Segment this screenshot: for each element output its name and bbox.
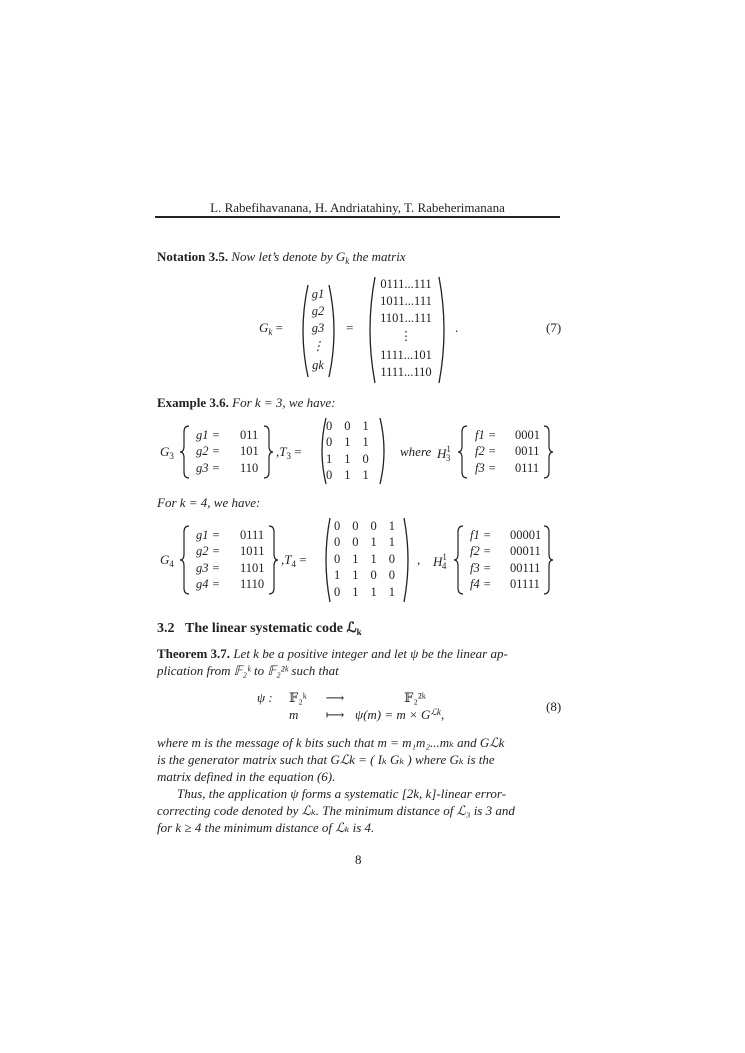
example-paragraph	[157, 394, 335, 411]
eq7-vec-paren-right	[327, 283, 341, 379]
k4-text: For k = 4, we have:	[157, 495, 261, 510]
t4-matrix: 0 0 0 1 0 0 1 1 0 1 1 0 1 1 0 0 0 1 1 1	[334, 518, 395, 599]
notation-label: Notation 3.5.	[157, 249, 229, 264]
matrix-row: 1111...110	[380, 365, 432, 379]
g-entry: gk	[312, 358, 324, 372]
eq7-number: (7)	[546, 320, 562, 335]
h3-name: $H^1_3$	[437, 444, 451, 463]
g-entry: g2	[311, 304, 325, 318]
g-entry: ⋮	[311, 339, 325, 353]
h3-set: f1 = 0001 f2 = 0011 f3 = 0111	[475, 427, 540, 475]
header-rule	[155, 216, 560, 218]
page-number: 8	[355, 852, 362, 867]
g3-name: $G_3$	[160, 444, 174, 461]
example-text: For k = 3, we have:	[232, 395, 336, 410]
running-header: L. Rabefihavanana, H. Andriatahiny, T. Rabeherimanana	[210, 200, 505, 215]
notation-text-end: the matrix	[349, 249, 406, 264]
section-heading: 3.2 The linear systematic code ℒ$_k$	[157, 621, 362, 637]
g4-brace-left	[178, 524, 192, 596]
g4-name: $G_4$	[160, 552, 174, 569]
t4-name: $,T_4$ =	[281, 552, 307, 569]
h4-set: f1 = 00001 f2 = 00011 f3 = 00111 f4 = 01111	[470, 527, 542, 592]
g-entry: g1	[311, 287, 325, 301]
eq7-g-vector	[308, 287, 328, 375]
h4-name: $H^1_4$	[433, 552, 447, 571]
theorem-continuation: where m is the message of k bits such that m = m₁m₂...mₖ and Gℒk is the generator matrix such that Gℒk = ( Iₖ Gₖ ) where Gₖ is the matrix defined in the equation (6). Thus, the application ψ forms a systematic [2k, k]-linear error- correcting code denoted by ℒₖ. The minimum distance of ℒ₃ is 3 and for k ≥ 4 the minimum distance of ℒₖ is 4.	[157, 735, 515, 835]
g3-set: g1 = 011 g2 = 101 g3 = 110	[196, 427, 259, 475]
theorem-paragraph: Theorem 3.7. Let k be a positive integer and let ψ be the linear ap- plication from 𝔽₂ᵏ to 𝔽₂²ᵏ such that	[157, 646, 508, 678]
t4-paren-left	[320, 516, 332, 604]
notation-paragraph	[157, 248, 567, 270]
g4-brace-right	[266, 524, 280, 596]
t3-paren-right	[378, 416, 390, 486]
h3-brace-left	[456, 424, 470, 480]
t3-name: $,T_3$ =	[276, 444, 302, 461]
g-entry: g3	[311, 321, 325, 335]
matrix-row: 1011...111	[380, 294, 432, 308]
eq8-mapping: ψ : 𝔽₂ᵏ ⟶ 𝔽₂²ᵏ m ⟼ ψ(m) = m × G ℒk ,	[257, 690, 445, 722]
notation-text: Now let’s denote by G	[231, 249, 346, 264]
eq7-mat-paren-right	[437, 275, 451, 385]
h4-brace-right	[541, 524, 555, 596]
theorem-label: Theorem 3.7.	[157, 646, 231, 661]
h3-brace-right	[541, 424, 555, 480]
g3-brace-left	[178, 424, 192, 480]
matrix-row: 1101...111	[380, 311, 432, 325]
g4-set: g1 = 0111 g2 = 1011 g3 = 1101 g4 = 1110	[196, 527, 265, 592]
t3-matrix: 0 0 1 0 1 1 1 1 0 0 1 1	[326, 418, 369, 483]
matrix-row: 0111...111	[380, 277, 432, 291]
where-label: where	[400, 444, 432, 459]
eq7-lhs: $G_k$ =	[259, 320, 283, 337]
example-label: Example 3.6.	[157, 395, 229, 410]
t4-paren-right	[402, 516, 414, 604]
eq7-matrix	[374, 277, 438, 382]
matrix-row: ⋮	[399, 329, 413, 343]
g3-brace-right	[261, 424, 275, 480]
eq8-number: (8)	[546, 699, 562, 714]
matrix-row: 1111...101	[380, 348, 432, 362]
h4-brace-left	[452, 524, 466, 596]
notation-sub: k	[345, 256, 350, 266]
